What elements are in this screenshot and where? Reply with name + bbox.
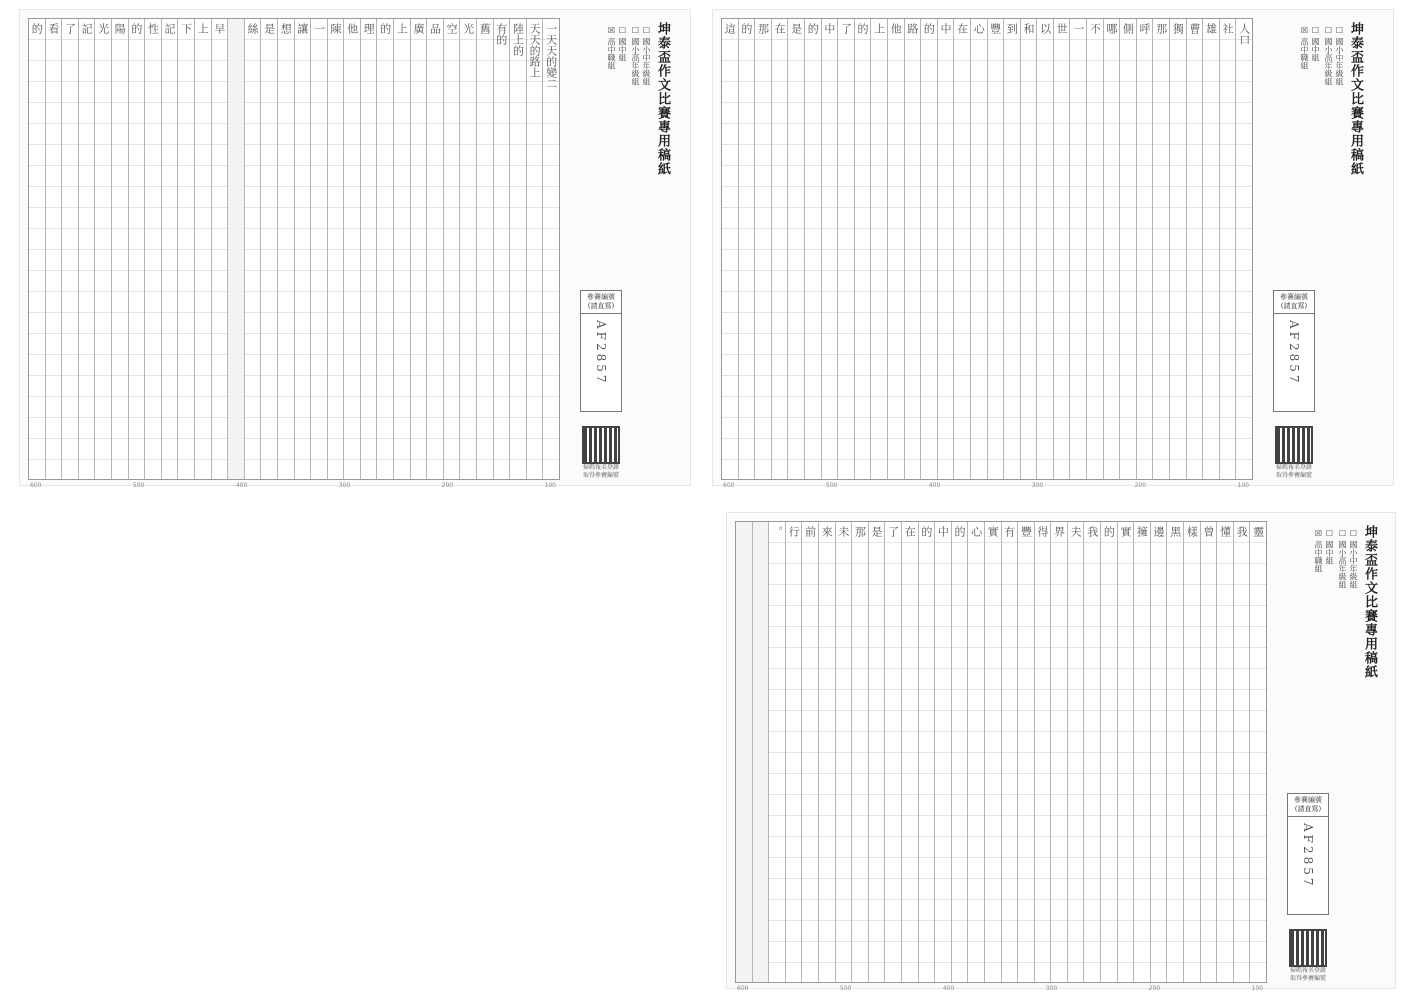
tick-label: 400 xyxy=(928,482,941,489)
handwritten-text: 曹 xyxy=(1187,23,1201,34)
handwritten-text: 懂 xyxy=(1218,526,1232,537)
category-list xyxy=(1299,26,1345,256)
manuscript-column xyxy=(768,522,785,982)
participant-id: AF2857 xyxy=(594,320,608,386)
manuscript-column xyxy=(1216,522,1233,982)
handwritten-text: 以 xyxy=(1038,23,1052,34)
essay-sheet-1 xyxy=(20,10,690,489)
manuscript-column xyxy=(835,522,852,982)
tick-label: 500 xyxy=(132,482,145,489)
handwritten-text: 靈 xyxy=(1251,526,1265,537)
handwritten-text: 陽 xyxy=(113,23,127,34)
category-column xyxy=(1313,529,1335,759)
category-option[interactable]: ☐ 國小高年級組 xyxy=(1337,529,1348,737)
handwritten-text: 心 xyxy=(969,526,983,537)
handwritten-text: 早 xyxy=(212,23,226,34)
handwritten-text: 光 xyxy=(461,23,475,34)
manuscript-column xyxy=(1103,19,1120,479)
qr-code-icon[interactable] xyxy=(1289,929,1327,967)
manuscript-column xyxy=(1017,522,1034,982)
handwritten-text: 一 xyxy=(312,23,326,34)
handwritten-text: 的 xyxy=(129,23,143,34)
manuscript-column xyxy=(920,19,937,479)
handwritten-text: 他 xyxy=(889,23,903,34)
tick-row xyxy=(721,482,1251,492)
manuscript-column xyxy=(818,522,835,982)
manuscript-column xyxy=(426,19,443,479)
qr-caption-line: 掃碼報名登錄 xyxy=(582,464,619,471)
handwritten-text: 豐 xyxy=(1019,526,1033,537)
handwritten-text: 這 xyxy=(723,23,737,34)
handwritten-text: 理 xyxy=(362,23,376,34)
manuscript-column xyxy=(1001,522,1018,982)
manuscript-column xyxy=(1200,522,1217,982)
tick-row xyxy=(735,985,1265,995)
manuscript-column xyxy=(1169,19,1186,479)
manuscript-column xyxy=(851,522,868,982)
handwritten-text: 來 xyxy=(820,526,834,537)
handwritten-text: 界 xyxy=(1052,526,1066,537)
manuscript-column xyxy=(128,19,145,479)
qr-caption xyxy=(1277,967,1339,983)
qr-caption-line: 取得參賽編號 xyxy=(1289,975,1326,982)
manuscript-column xyxy=(752,522,769,982)
manuscript-column xyxy=(987,19,1004,479)
category-option[interactable]: ☐ 國小高年級組 xyxy=(1323,26,1334,234)
manuscript-column xyxy=(211,19,228,479)
handwritten-text: 那 xyxy=(1154,23,1168,34)
handwritten-text: 讓 xyxy=(295,23,309,34)
handwritten-text: 的 xyxy=(1102,526,1116,537)
category-option[interactable]: ☐ 國中組 xyxy=(617,26,628,234)
manuscript-column xyxy=(177,19,194,479)
handwritten-text: 我 xyxy=(1085,526,1099,537)
handwritten-text: 下 xyxy=(179,23,193,34)
manuscript-column xyxy=(1233,522,1250,982)
handwritten-text: 擁 xyxy=(1135,526,1149,537)
handwritten-text: 中 xyxy=(822,23,836,34)
id-label-text: 參賽編號 xyxy=(1280,293,1308,301)
handwritten-text: 了 xyxy=(839,23,853,34)
manuscript-column xyxy=(1136,19,1153,479)
handwritten-text: 社 xyxy=(1221,23,1235,34)
handwritten-text: 人口 xyxy=(1237,23,1251,45)
handwritten-text: 和 xyxy=(1021,23,1035,34)
manuscript-column xyxy=(934,522,951,982)
tick-label: 400 xyxy=(942,985,955,992)
manuscript-column xyxy=(277,19,294,479)
manuscript-column xyxy=(1050,522,1067,982)
handwritten-text: 那 xyxy=(756,23,770,34)
manuscript-column xyxy=(1202,19,1219,479)
manuscript-grid xyxy=(721,18,1253,480)
manuscript-column xyxy=(1119,19,1136,479)
category-option-checked[interactable]: ☒ 高中職組 xyxy=(1299,26,1310,234)
handwritten-text: 一 xyxy=(1071,23,1085,34)
manuscript-column xyxy=(771,19,788,479)
category-column xyxy=(1323,26,1345,256)
manuscript-column xyxy=(1152,19,1169,479)
tick-label: 100 xyxy=(1237,482,1249,489)
tick-label: 300 xyxy=(1031,482,1044,489)
category-option-checked[interactable]: ☒ 高中職組 xyxy=(606,26,617,234)
form-title: 坤泰盃作文比賽專用稿紙 xyxy=(655,22,670,176)
manuscript-column xyxy=(1150,522,1167,982)
form-title: 坤泰盃作文比賽專用稿紙 xyxy=(1348,22,1363,176)
handwritten-text: 中 xyxy=(936,526,950,537)
handwritten-text: 我 xyxy=(1235,526,1249,537)
category-option[interactable]: ☐ 國中組 xyxy=(1324,529,1335,737)
category-option-checked[interactable]: ☒ 高中職組 xyxy=(1313,529,1324,737)
category-option[interactable]: ☐ 國小中年級組 xyxy=(1334,26,1345,234)
qr-caption-line: 取得參賽編號 xyxy=(1275,472,1312,479)
qr-caption xyxy=(1263,464,1325,480)
handwritten-text: 側 xyxy=(1121,23,1135,34)
manuscript-column xyxy=(1117,522,1134,982)
manuscript-grid xyxy=(28,18,560,480)
manuscript-column xyxy=(1100,522,1117,982)
form-sidebar xyxy=(1275,521,1385,981)
tick-label: 100 xyxy=(544,482,556,489)
manuscript-column xyxy=(1086,19,1103,479)
qr-caption xyxy=(570,464,632,480)
manuscript-column xyxy=(493,19,510,479)
manuscript-column xyxy=(45,19,62,479)
manuscript-column xyxy=(1067,522,1084,982)
manuscript-column xyxy=(459,19,476,479)
handwritten-text: 前 xyxy=(803,526,817,537)
essay-sheet-2 xyxy=(713,10,1393,489)
manuscript-column xyxy=(1069,19,1086,479)
manuscript-column xyxy=(738,19,755,479)
manuscript-column xyxy=(360,19,377,479)
manuscript-column xyxy=(918,522,935,982)
handwritten-text: 邊 xyxy=(1152,526,1166,537)
manuscript-column xyxy=(1186,19,1203,479)
manuscript-column xyxy=(887,19,904,479)
handwritten-text: 行 xyxy=(787,526,801,537)
handwritten-text: 夫 xyxy=(1069,526,1083,537)
tick-label: 500 xyxy=(825,482,838,489)
handwritten-text: 了 xyxy=(886,526,900,537)
manuscript-column xyxy=(722,19,738,479)
handwritten-text: 了 xyxy=(63,23,77,34)
manuscript-column xyxy=(343,19,360,479)
manuscript-column xyxy=(144,19,161,479)
category-option[interactable]: ☐ 國小高年級組 xyxy=(630,26,641,234)
manuscript-column xyxy=(327,19,344,479)
manuscript-column xyxy=(1003,19,1020,479)
handwritten-text: 的 xyxy=(806,23,820,34)
form-title: 坤泰盃作文比賽專用稿紙 xyxy=(1362,525,1377,679)
manuscript-column xyxy=(1053,19,1070,479)
category-list xyxy=(1313,529,1359,759)
category-column xyxy=(1299,26,1321,256)
handwritten-text: 陸上的 xyxy=(511,23,525,56)
handwritten-text: 黑 xyxy=(1168,526,1182,537)
manuscript-column xyxy=(787,19,804,479)
participant-id: AF2857 xyxy=(1301,823,1315,889)
handwritten-text: 廣 xyxy=(411,23,425,34)
handwritten-text: 上 xyxy=(395,23,409,34)
handwritten-text: 光 xyxy=(96,23,110,34)
tick-label: 300 xyxy=(338,482,351,489)
manuscript-column xyxy=(1249,522,1266,982)
manuscript-column xyxy=(951,522,968,982)
handwritten-text: 雄 xyxy=(1204,23,1218,34)
participant-id: AF2857 xyxy=(1287,320,1301,386)
manuscript-column xyxy=(1235,19,1252,479)
manuscript-column xyxy=(1219,19,1236,479)
id-label xyxy=(581,291,621,314)
handwritten-text: 陳 xyxy=(328,23,342,34)
manuscript-column xyxy=(260,19,277,479)
tick-label: 200 xyxy=(1134,482,1147,489)
handwritten-text: 得 xyxy=(1035,526,1049,537)
manuscript-column xyxy=(736,522,752,982)
manuscript-column xyxy=(61,19,78,479)
handwritten-text: 空 xyxy=(445,23,459,34)
tick-label: 200 xyxy=(1148,985,1161,992)
manuscript-column xyxy=(984,522,1001,982)
manuscript-column xyxy=(476,19,493,479)
participant-id-box xyxy=(580,290,622,412)
id-hint-text: (請直寫) xyxy=(1294,805,1322,813)
manuscript-column xyxy=(161,19,178,479)
qr-code-icon[interactable] xyxy=(1275,426,1313,464)
handwritten-text: 的 xyxy=(953,526,967,537)
manuscript-column xyxy=(754,19,771,479)
manuscript-column xyxy=(310,19,327,479)
handwritten-text: 品 xyxy=(428,23,442,34)
form-sidebar xyxy=(1261,18,1371,478)
category-column xyxy=(1337,529,1359,759)
manuscript-column xyxy=(801,522,818,982)
handwritten-text: 獨 xyxy=(1171,23,1185,34)
handwritten-text: 的 xyxy=(739,23,753,34)
handwritten-text: 記 xyxy=(163,23,177,34)
handwritten-text: 的 xyxy=(919,526,933,537)
tick-label: 200 xyxy=(441,482,454,489)
handwritten-text: 。 xyxy=(770,526,784,537)
handwritten-text: 記 xyxy=(80,23,94,34)
manuscript-column xyxy=(1036,19,1053,479)
handwritten-text: 曾 xyxy=(1201,526,1215,537)
id-label-text: 參賽編號 xyxy=(587,293,615,301)
manuscript-column xyxy=(194,19,211,479)
manuscript-column xyxy=(393,19,410,479)
participant-id-box xyxy=(1273,290,1315,412)
manuscript-column xyxy=(837,19,854,479)
handwritten-text: 實 xyxy=(986,526,1000,537)
manuscript-column xyxy=(804,19,821,479)
handwritten-text: 路 xyxy=(905,23,919,34)
handwritten-text: 在 xyxy=(903,526,917,537)
handwritten-text: 實 xyxy=(1118,526,1132,537)
manuscript-column xyxy=(509,19,526,479)
tick-label: 300 xyxy=(1045,985,1058,992)
manuscript-column xyxy=(953,19,970,479)
category-column xyxy=(606,26,628,256)
manuscript-column xyxy=(94,19,111,479)
handwritten-text: 不 xyxy=(1088,23,1102,34)
tick-label: 100 xyxy=(1251,985,1263,992)
manuscript-column xyxy=(870,19,887,479)
qr-caption-line: 取得參賽編號 xyxy=(582,472,619,479)
handwritten-text: 呼 xyxy=(1138,23,1152,34)
handwritten-text: 哪 xyxy=(1104,23,1118,34)
manuscript-column xyxy=(785,522,802,982)
manuscript-column xyxy=(970,19,987,479)
handwritten-text: 豐 xyxy=(988,23,1002,34)
category-option[interactable]: ☐ 國中組 xyxy=(1310,26,1321,234)
handwritten-text: 上 xyxy=(196,23,210,34)
category-option[interactable]: ☐ 國小中年級組 xyxy=(1348,529,1359,737)
handwritten-text: 的 xyxy=(856,23,870,34)
manuscript-column xyxy=(1020,19,1037,479)
tick-label: 600 xyxy=(723,482,735,489)
handwritten-text: 舊 xyxy=(478,23,492,34)
handwritten-text: 一天天的變二 xyxy=(544,23,558,89)
id-hint-text: (請直寫) xyxy=(587,302,615,310)
manuscript-grid xyxy=(735,521,1267,983)
form-sidebar xyxy=(568,18,678,478)
tick-label: 400 xyxy=(235,482,248,489)
handwritten-text: 的 xyxy=(378,23,392,34)
manuscript-column xyxy=(967,522,984,982)
tick-label: 600 xyxy=(30,482,42,489)
qr-code-icon[interactable] xyxy=(582,426,620,464)
handwritten-text: 絲 xyxy=(246,23,260,34)
manuscript-column xyxy=(294,19,311,479)
handwritten-text: 未 xyxy=(836,526,850,537)
manuscript-column xyxy=(937,19,954,479)
handwritten-text: 到 xyxy=(1005,23,1019,34)
manuscript-column xyxy=(29,19,45,479)
manuscript-column xyxy=(111,19,128,479)
handwritten-text: 他 xyxy=(345,23,359,34)
handwritten-text: 的 xyxy=(30,23,44,34)
qr-caption-line: 掃碼報名登錄 xyxy=(1275,464,1312,471)
handwritten-text: 那 xyxy=(853,526,867,537)
manuscript-column xyxy=(884,522,901,982)
manuscript-column xyxy=(1183,522,1200,982)
manuscript-column xyxy=(227,19,244,479)
manuscript-column xyxy=(904,19,921,479)
handwritten-text: 樣 xyxy=(1185,526,1199,537)
handwritten-text: 看 xyxy=(46,23,60,34)
manuscript-column xyxy=(526,19,543,479)
handwritten-text: 是 xyxy=(870,526,884,537)
tick-label: 500 xyxy=(839,985,852,992)
participant-id-box xyxy=(1287,793,1329,915)
id-label xyxy=(1274,291,1314,314)
manuscript-column xyxy=(901,522,918,982)
manuscript-column xyxy=(821,19,838,479)
manuscript-column xyxy=(244,19,261,479)
manuscript-column xyxy=(542,19,559,479)
handwritten-text: 心 xyxy=(972,23,986,34)
manuscript-column xyxy=(868,522,885,982)
manuscript-column xyxy=(1083,522,1100,982)
manuscript-column xyxy=(1133,522,1150,982)
tick-row xyxy=(28,482,558,492)
handwritten-text: 的 xyxy=(922,23,936,34)
category-option[interactable]: ☐ 國小中年級組 xyxy=(641,26,652,234)
manuscript-column xyxy=(410,19,427,479)
essay-sheet-3 xyxy=(727,513,1395,992)
manuscript-column xyxy=(78,19,95,479)
manuscript-column xyxy=(1034,522,1051,982)
handwritten-text: 世 xyxy=(1055,23,1069,34)
manuscript-column xyxy=(1166,522,1183,982)
id-label xyxy=(1288,794,1328,817)
handwritten-text: 有的 xyxy=(494,23,508,45)
category-column xyxy=(630,26,652,256)
handwritten-text: 天天的路上 xyxy=(528,23,542,78)
handwritten-text: 是 xyxy=(262,23,276,34)
manuscript-column xyxy=(443,19,460,479)
manuscript-column xyxy=(376,19,393,479)
id-label-text: 參賽編號 xyxy=(1294,796,1322,804)
category-list xyxy=(606,26,652,256)
handwritten-text: 在 xyxy=(773,23,787,34)
manuscript-column xyxy=(854,19,871,479)
handwritten-text: 性 xyxy=(146,23,160,34)
id-hint-text: (請直寫) xyxy=(1280,302,1308,310)
tick-label: 600 xyxy=(737,985,749,992)
handwritten-text: 在 xyxy=(955,23,969,34)
handwritten-text: 是 xyxy=(789,23,803,34)
handwritten-text: 上 xyxy=(872,23,886,34)
qr-caption-line: 掃碼報名登錄 xyxy=(1289,967,1326,974)
handwritten-text: 有 xyxy=(1002,526,1016,537)
handwritten-text: 想 xyxy=(279,23,293,34)
handwritten-text: 中 xyxy=(939,23,953,34)
